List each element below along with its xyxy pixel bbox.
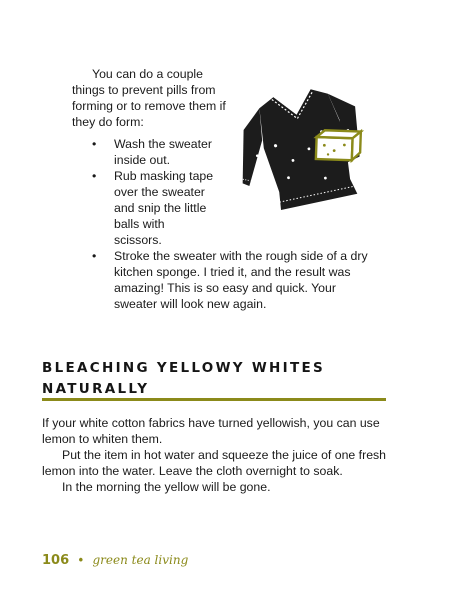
intro-paragraph: You can do a couple things to prevent pills from forming or to remove them if they do form: xyxy=(72,67,226,129)
list-item xyxy=(92,136,218,168)
sweater-with-sponge-icon xyxy=(228,70,378,220)
body-paragraph: Put the item in hot water and squeeze the juice of one fresh lemon into the water. Leave the cloth overnight to soak. xyxy=(42,448,387,478)
bullet-icon: • xyxy=(92,249,97,263)
body-paragraph: In the morning the yellow will be gone. xyxy=(62,480,271,494)
list-item-text: Rub masking tape over the sweater and snip the little balls with scissors. xyxy=(114,169,214,247)
footer-separator: • xyxy=(78,553,84,567)
list-item xyxy=(92,248,376,312)
heading-divider xyxy=(42,398,386,401)
page-number: 106 xyxy=(42,553,70,568)
book-title: green tea living xyxy=(92,553,189,567)
list-item xyxy=(92,168,214,248)
section-heading: BLEACHING YELLOWY WHITES NATURALLY xyxy=(42,360,325,397)
list-item-text: Stroke the sweater with the rough side of a dry kitchen sponge. I tried it, and the result was amazing! This is so easy and quick. Your sweater will look new again. xyxy=(114,249,368,311)
bullet-icon: • xyxy=(92,169,97,183)
page-footer xyxy=(42,553,188,568)
bullet-icon: • xyxy=(92,137,97,151)
body-paragraph: If your white cotton fabrics have turned yellowish, you can use lemon to whiten them. xyxy=(42,416,380,446)
list-item-text: Wash the sweater inside out. xyxy=(114,137,212,167)
